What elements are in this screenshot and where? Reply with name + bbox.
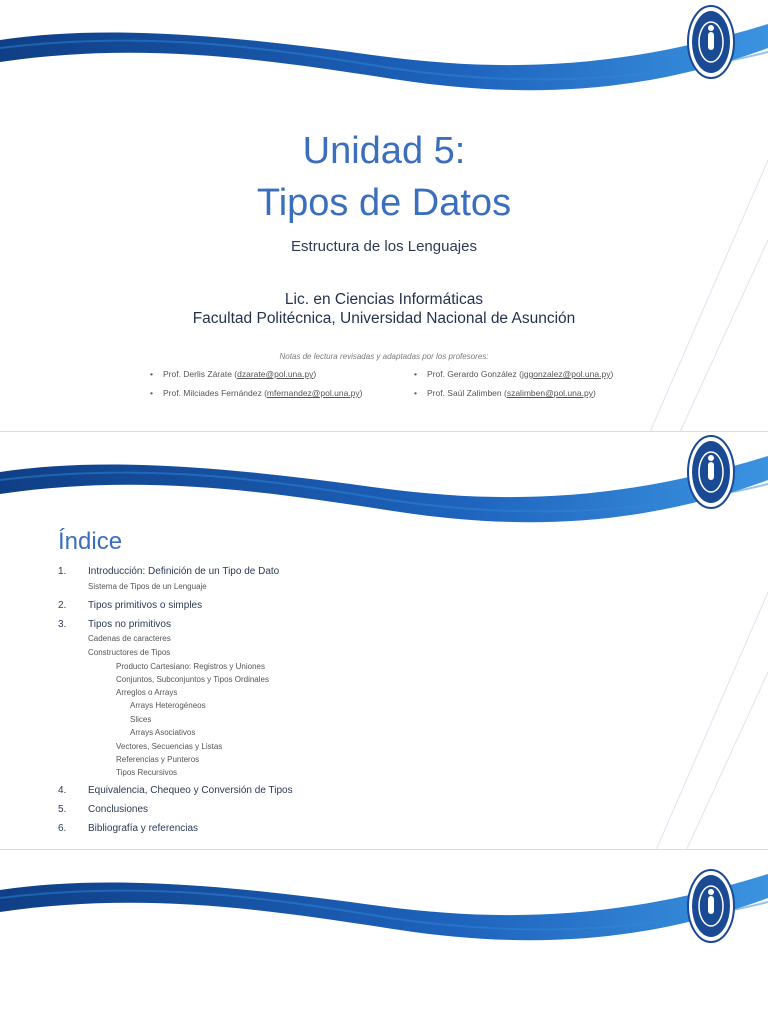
toc-subitem: Conjuntos, Subconjuntos y Tipos Ordinales (116, 675, 269, 684)
toc-item: 6. Bibliografía y referencias (58, 823, 199, 834)
email-link[interactable]: mfernandez@pol.una.py (266, 388, 360, 398)
slide-title-line1: Unidad 5: (302, 130, 466, 172)
next-slide (0, 850, 768, 1024)
university-seal-icon (686, 4, 736, 80)
toc-subitem: Referencias y Punteros (116, 755, 200, 764)
slide-subtitle: Estructura de los Lenguajes (291, 238, 477, 255)
index-slide (0, 432, 768, 850)
slide-title-line2: Tipos de Datos (256, 182, 512, 224)
title-slide (0, 0, 768, 432)
toc-subitem: Sistema de Tipos de un Lenguaje (88, 582, 207, 591)
toc-item: 3. Tipos no primitivos (58, 619, 171, 630)
email-link[interactable]: dzarate@pol.una.py (237, 369, 314, 379)
university-seal-icon (686, 868, 736, 944)
toc-item: 4. Equivalencia, Chequeo y Conversión de Tipos (58, 785, 293, 796)
professor-item: • Prof. Saúl Zalimben (szalimben@pol.una.py) (414, 388, 596, 398)
professor-item: • Prof. Gerardo González (jggonzalez@pol.una.py) (414, 369, 614, 379)
toc-subitem: Cadenas de caracteres (88, 634, 171, 643)
toc-subitem: Arreglos o Arrays (116, 688, 178, 697)
institution-line2: Facultad Politécnica, Universidad Nacional de Asunción (192, 310, 576, 327)
toc-subitem: Slices (130, 715, 152, 724)
toc-item: 5. Conclusiones (58, 804, 149, 815)
header-wave (0, 850, 768, 945)
toc-subitem: Tipos Recursivos (116, 768, 178, 777)
professor-item: • Prof. Derlis Zárate (dzarate@pol.una.py) (150, 369, 317, 379)
professor-item: • Prof. Milciades Fernández (mfernandez@pol.una.py) (150, 388, 363, 398)
university-seal-icon (686, 434, 736, 510)
toc-item: 1. Introducción: Definición de un Tipo de Dato (58, 566, 280, 577)
notes-caption: Notas de lectura revisadas y adaptadas por los profesores: (279, 352, 489, 361)
toc-item: 2. Tipos primitivos o simples (58, 600, 203, 611)
toc-subitem: Arrays Asociativos (130, 728, 196, 737)
email-link[interactable]: jggonzalez@pol.una.py (521, 369, 611, 379)
toc-subitem: Producto Cartesiano: Registros y Uniones (116, 662, 265, 671)
toc-subitem: Arrays Heterogéneos (130, 701, 206, 710)
toc-subitem: Vectores, Secuencias y Listas (116, 742, 223, 751)
email-link[interactable]: szalimben@pol.una.py (506, 388, 593, 398)
institution-line1: Lic. en Ciencias Informáticas (284, 291, 484, 308)
toc-subitem: Constructores de Tipos (88, 648, 171, 657)
index-title: Índice (58, 528, 123, 555)
